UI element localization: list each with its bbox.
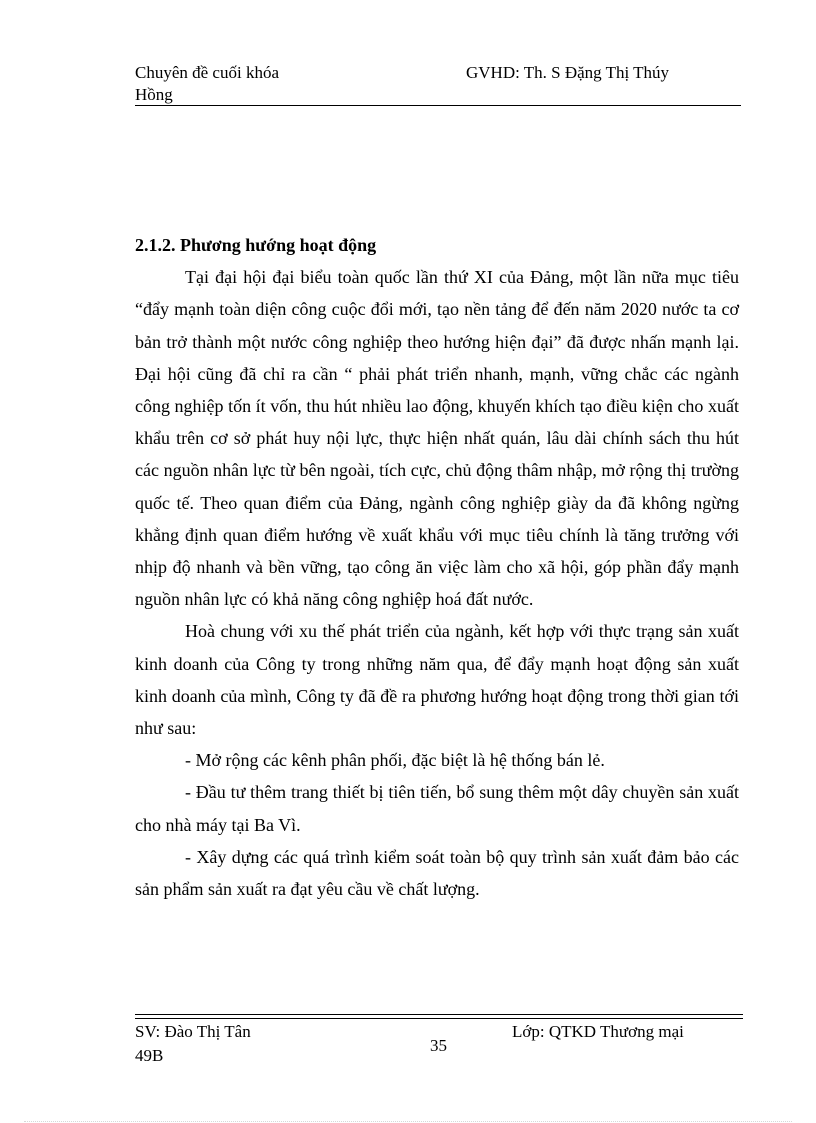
header-left <box>135 62 279 106</box>
page-number: 35 <box>430 1036 447 1055</box>
section-heading: 2.1.2. Phương hướng hoạt động <box>135 235 377 255</box>
footer-divider-bottom <box>135 1018 743 1019</box>
header-divider <box>135 105 741 106</box>
footer-student <box>135 1020 251 1068</box>
footer-class: Lớp: QTKD Thương mại <box>512 1022 684 1041</box>
bullet-item: - Mở rộng các kênh phân phối, đặc biệt là hệ thống bán lẻ. <box>185 750 605 771</box>
footer-student-name: SV: Đào Thị Tân <box>135 1022 251 1041</box>
paragraph: Hoà chung với xu thế phát triển của ngành, kết hợp với thực trạng sản xuất kinh doanh của Công ty trong những năm qua, để đẩy mạnh hoạt động sản xuất kinh doanh của mình, Công ty đã đề ra phương hướng hoạt động trong thời gian tới như sau: <box>135 621 739 739</box>
page-edge-dotted-line <box>24 1121 792 1122</box>
footer-student-class-code: 49B <box>135 1046 164 1065</box>
header-advisor: GVHD: Th. S Đặng Thị Thúy <box>466 63 670 82</box>
document-body <box>135 229 739 905</box>
header-course-title: Chuyên đề cuối khóa <box>135 63 279 82</box>
footer-divider-top <box>135 1014 743 1015</box>
bullet-item: - Đầu tư thêm trang thiết bị tiên tiến, bổ sung thêm một dây chuyền sản xuất cho nhà máy tại Ba Vì. <box>135 782 739 835</box>
bullet-item: - Xây dựng các quá trình kiểm soát toàn bộ quy trình sản xuất đảm bảo các sản phẩm sản xuất ra đạt yêu cầu về chất lượng. <box>135 846 739 900</box>
header-student-name-continued: Hồng <box>135 85 173 104</box>
paragraph: Tại đại hội đại biểu toàn quốc lần thứ XI của Đảng, một lần nữa mục tiêu “đẩy mạnh toàn diện công cuộc đổi mới, tạo nền tảng để đến năm 2020 nước ta cơ bản trở thành một nước công nghiệp theo hướng hiện đại” đã được nhấn mạnh lại. Đại hội cũng đã chỉ ra cần “ phải phát triển nhanh, mạnh, vững chắc các ngành công nghiệp tốn ít vốn, thu hút nhiều lao động, khuyến khích tạo điều kiện cho xuất khẩu trên cơ sở phát huy nội lực, thực hiện nhất quán, lâu dài chính sách thu hút các nguồn nhân lực từ bên ngoài, tích cực, chủ động thâm nhập, mở rộng thị trường quốc tế. Theo quan điểm của Đảng, ngành công nghiệp giày da đã không ngừng khẳng định quan điểm hướng về xuất khẩu với mục tiêu chính là tăng trưởng với nhịp độ nhanh và bền vững, tạo công ăn việc làm cho xã hội, góp phần đẩy mạnh nguồn nhân lực có khả năng công nghiệp hoá đất nước. <box>135 267 739 610</box>
